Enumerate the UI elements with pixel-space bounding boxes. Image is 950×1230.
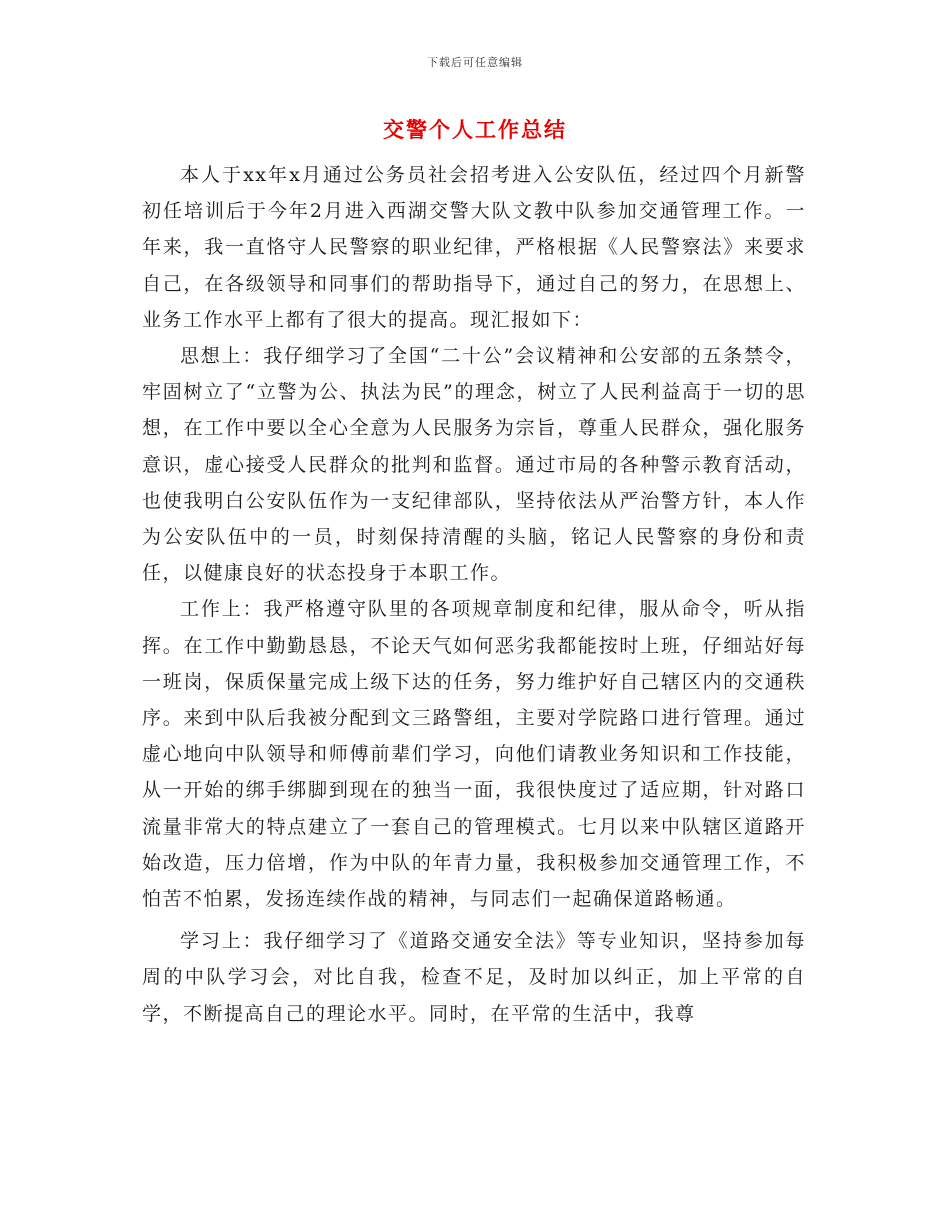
paragraph-intro: 本人于xx年x月通过公务员社会招考进入公安队伍，经过四个月新警初任培训后于今年2月进入西湖交警大队文教中队参加交通管理工作。一年来，我一直恪守人民警察的职业纪律，严格根据《人民警察法》来要求自己，在各级领导和同事们的帮助指导下，通过自己的努力，在思想上、业务工作水平上都有了很大的提高。现汇报如下： bbox=[142, 164, 806, 331]
paragraph-work: 工作上：我严格遵守队里的各项规章制度和纪律，服从命令，听从指挥。在工作中勤勤恳恳，不论天气如何恶劣我都能按时上班，仔细站好每一班岗，保质保量完成上级下达的任务，努力维护好自己辖区内的交通秩序。来到中队后我被分配到文三路警组，主要对学院路口进行管理。通过虚心地向中队领导和师傅前辈们学习，向他们请教业务知识和工作技能，从一开始的绑手绑脚到现在的独当一面，我很快度过了适应期，针对路口流量非常大的特点建立了一套自己的管理模式。七月以来中队辖区道路开始改造，压力倍增，作为中队的年青力量，我积极参加交通管理工作，不怕苦不怕累，发扬连续作战的精神，与同志们一起确保道路畅通。 bbox=[142, 598, 806, 911]
paragraph-study: 学习上：我仔细学习了《道路交通安全法》等专业知识，坚持参加每周的中队学习会，对比自我，检查不足，及时加以纠正，加上平常的自学，不断提高自己的理论水平。同时，在平常的生活中，我尊 bbox=[142, 930, 806, 1025]
document-body bbox=[142, 157, 806, 1032]
download-note: 下载后可任意编辑 bbox=[427, 56, 523, 69]
paragraph-thought: 思想上：我仔细学习了全国“二十公”会议精神和公安部的五条禁令，牢固树立了“立警为公、执法为民”的理念，树立了人民利益高于一切的思想，在工作中要以全心全意为人民服务为宗旨，尊重人民群众，强化服务意识，虚心接受人民群众的批判和监督。通过市局的各种警示教育活动，也使我明白公安队伍作为一支纪律部队，坚持依法从严治警方针，本人作为公安队伍中的一员，时刻保持清醒的头脑，铭记人民警察的身份和责任，以健康良好的状态投身于本职工作。 bbox=[142, 345, 806, 585]
document-title: 交警个人工作总结 bbox=[383, 118, 567, 142]
